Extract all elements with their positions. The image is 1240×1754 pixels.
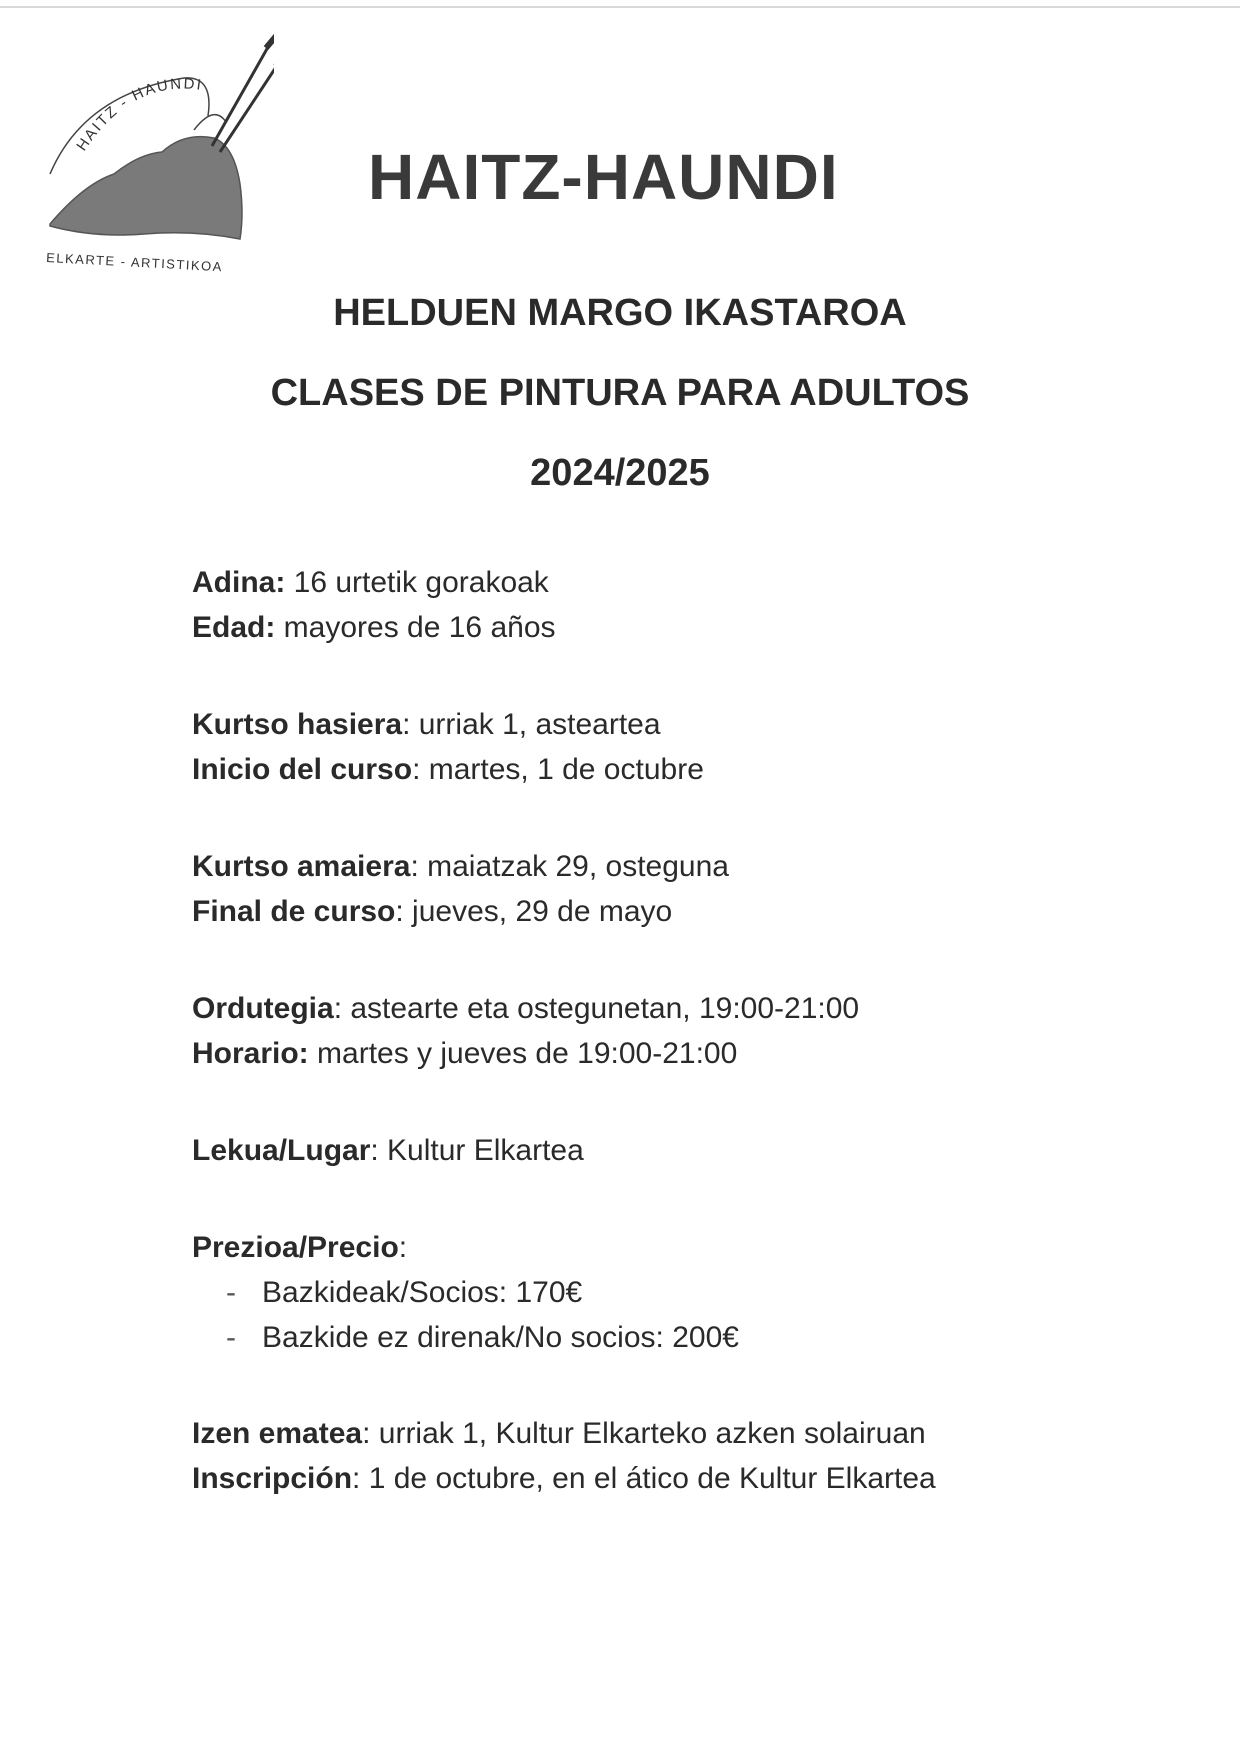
- end-spanish: [192, 889, 1092, 934]
- end-basque: [192, 844, 1092, 889]
- signup-basque-label: Izen ematea: [192, 1417, 363, 1450]
- brand-title: HAITZ-HAUNDI: [368, 141, 839, 213]
- spacer: [192, 1173, 1092, 1225]
- spacer: [192, 1360, 1092, 1411]
- age-spanish-value: mayores de 16 años: [275, 611, 556, 644]
- schedule-spanish-value: martes y jueves de 19:00-21:00: [308, 1037, 738, 1070]
- start-basque: [192, 702, 1092, 747]
- age-spanish-label: Edad:: [192, 611, 276, 644]
- dash-bullet: -: [226, 1276, 236, 1309]
- age-basque-value: 16 urtetik gorakoak: [285, 566, 549, 599]
- logo-arc-text: HAITZ - HAUNDI: [73, 75, 204, 155]
- start-spanish-value: : martes, 1 de octubre: [412, 753, 704, 786]
- signup-basque-value: : urriak 1, Kultur Elkarteko azken solairuan: [362, 1417, 926, 1450]
- dash-bullet: -: [226, 1321, 236, 1354]
- price-list: [192, 1270, 1092, 1360]
- signup-spanish-label: Inscripción: [192, 1462, 353, 1495]
- heading-year: 2024/2025: [530, 452, 710, 494]
- schedule-spanish: [192, 1031, 1092, 1076]
- heading-spanish: CLASES DE PINTURA PARA ADULTOS: [270, 372, 970, 414]
- start-spanish: [192, 747, 1092, 792]
- age-spanish: [192, 605, 1092, 650]
- start-spanish-label: Inicio del curso: [192, 753, 413, 786]
- start-basque-label: Kurtso hasiera: [192, 708, 403, 741]
- course-info: [192, 560, 1092, 1501]
- schedule-basque: [192, 986, 1092, 1031]
- price: [192, 1225, 1092, 1270]
- schedule-spanish-label: Horario:: [192, 1037, 309, 1070]
- place-label: Lekua/Lugar: [192, 1134, 371, 1167]
- top-scan-rule: [0, 6, 1240, 8]
- heading-basque: HELDUEN MARGO IKASTAROA: [333, 292, 907, 334]
- price-non-members: Bazkide ez direnak/No socios: 200€: [262, 1321, 739, 1354]
- signup-basque: [192, 1411, 1092, 1456]
- list-item: [226, 1270, 1092, 1315]
- logo-bottom-text: ELKARTE - ARTISTIKOA: [45, 250, 224, 274]
- price-label-suffix: :: [398, 1231, 408, 1264]
- association-logo: [44, 34, 274, 274]
- schedule-basque-value: : astearte eta ostegunetan, 19:00-21:00: [333, 992, 860, 1025]
- spacer: [192, 1076, 1092, 1128]
- end-spanish-value: : jueves, 29 de mayo: [395, 895, 673, 928]
- place: [192, 1128, 1092, 1173]
- price-label: Prezioa/Precio: [192, 1231, 399, 1264]
- start-basque-value: : urriak 1, asteartea: [402, 708, 661, 741]
- end-basque-label: Kurtso amaiera: [192, 850, 411, 883]
- signup-spanish: [192, 1456, 1092, 1501]
- end-basque-value: : maiatzak 29, osteguna: [410, 850, 729, 883]
- age-basque: [192, 560, 1092, 605]
- spacer: [192, 792, 1092, 844]
- list-item: [226, 1315, 1092, 1360]
- spacer: [192, 934, 1092, 986]
- schedule-basque-label: Ordutegia: [192, 992, 334, 1025]
- end-spanish-label: Final de curso: [192, 895, 396, 928]
- age-basque-label: Adina:: [192, 566, 286, 599]
- palette-brush-logo-icon: [44, 34, 274, 274]
- signup-spanish-value: : 1 de octubre, en el ático de Kultur Elkartea: [352, 1462, 936, 1495]
- price-members: Bazkideak/Socios: 170€: [262, 1276, 583, 1309]
- spacer: [192, 650, 1092, 702]
- place-value: : Kultur Elkartea: [370, 1134, 584, 1167]
